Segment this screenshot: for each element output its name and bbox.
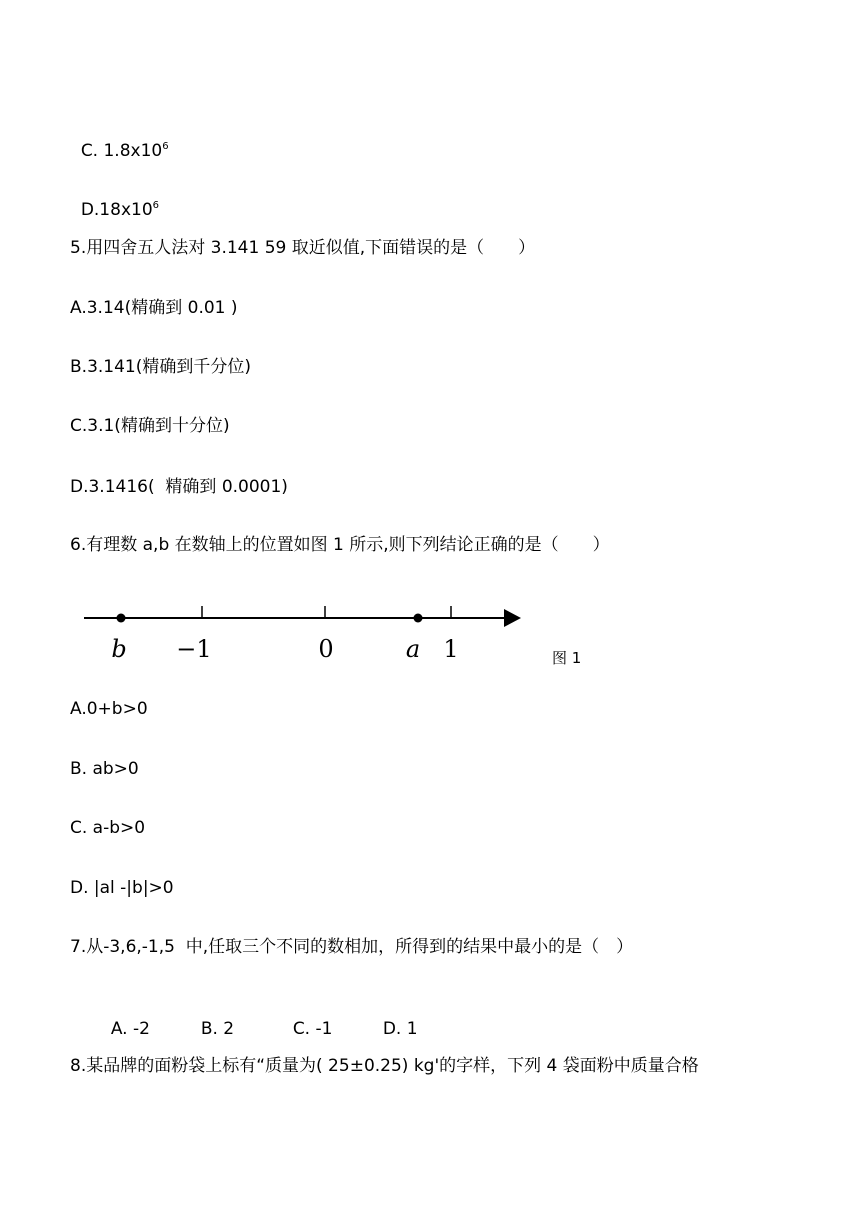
point-a [414,614,423,623]
label-neg1: −1 [176,635,212,663]
option-d-q4-exponent: 6 [152,200,160,211]
label-b: b [111,635,127,663]
option-c-q4-base: C. 1.8x10 [80,141,163,161]
option-c-q4 [70,118,169,162]
number-line-figure [70,593,532,663]
option-a-q5: A.3.14(精确到 0.01 ) [70,298,238,318]
figure-caption: 图 1 [552,649,582,667]
option-b-q5: B.3.141(精确到千分位) [70,357,251,377]
option-c-q6: C. a-b>0 [70,818,146,838]
label-zero: 0 [318,635,334,663]
point-b [117,614,126,623]
option-c-q4-exponent: 6 [162,141,169,152]
option-c-q5: C.3.1(精确到十分位) [70,416,230,436]
option-a-q6: A.0+b>0 [70,699,148,719]
q7-option-b: B. 2 [200,1019,235,1039]
question-6: 6.有理数 a,b 在数轴上的位置如图 1 所示,则下列结论正确的是（ ） [70,535,610,555]
label-one: 1 [443,635,459,663]
question-5: 5.用四舍五人法对 3.141 59 取近似值,下面错误的是（ ） [70,238,536,258]
question-8: 8.某品牌的面粉袋上标有“质量为( 25±0.25) kg'的字样，下列 4 袋面粉中质量合格 [70,1056,699,1076]
q7-option-a: A. -2 [110,1019,150,1039]
q7-options-row [100,996,418,1040]
question-7: 7.从-3,6,-1,5 中,任取三个不同的数相加，所得到的结果中最小的是（ ） [70,937,634,957]
number-line-svg [70,593,532,663]
q7-option-d: D. 1 [382,1019,418,1039]
option-d-q4-base: D.18x10 [80,200,153,220]
q7-option-c: C. -1 [292,1019,333,1039]
option-b-q6: B. ab>0 [70,759,139,779]
option-d-q6: D. |al -|b|>0 [70,878,174,898]
label-a: a [405,635,421,663]
option-d-q5: D.3.1416( 精确到 0.0001) [70,477,288,497]
option-d-q4 [70,177,159,221]
axis-arrow [504,609,521,627]
